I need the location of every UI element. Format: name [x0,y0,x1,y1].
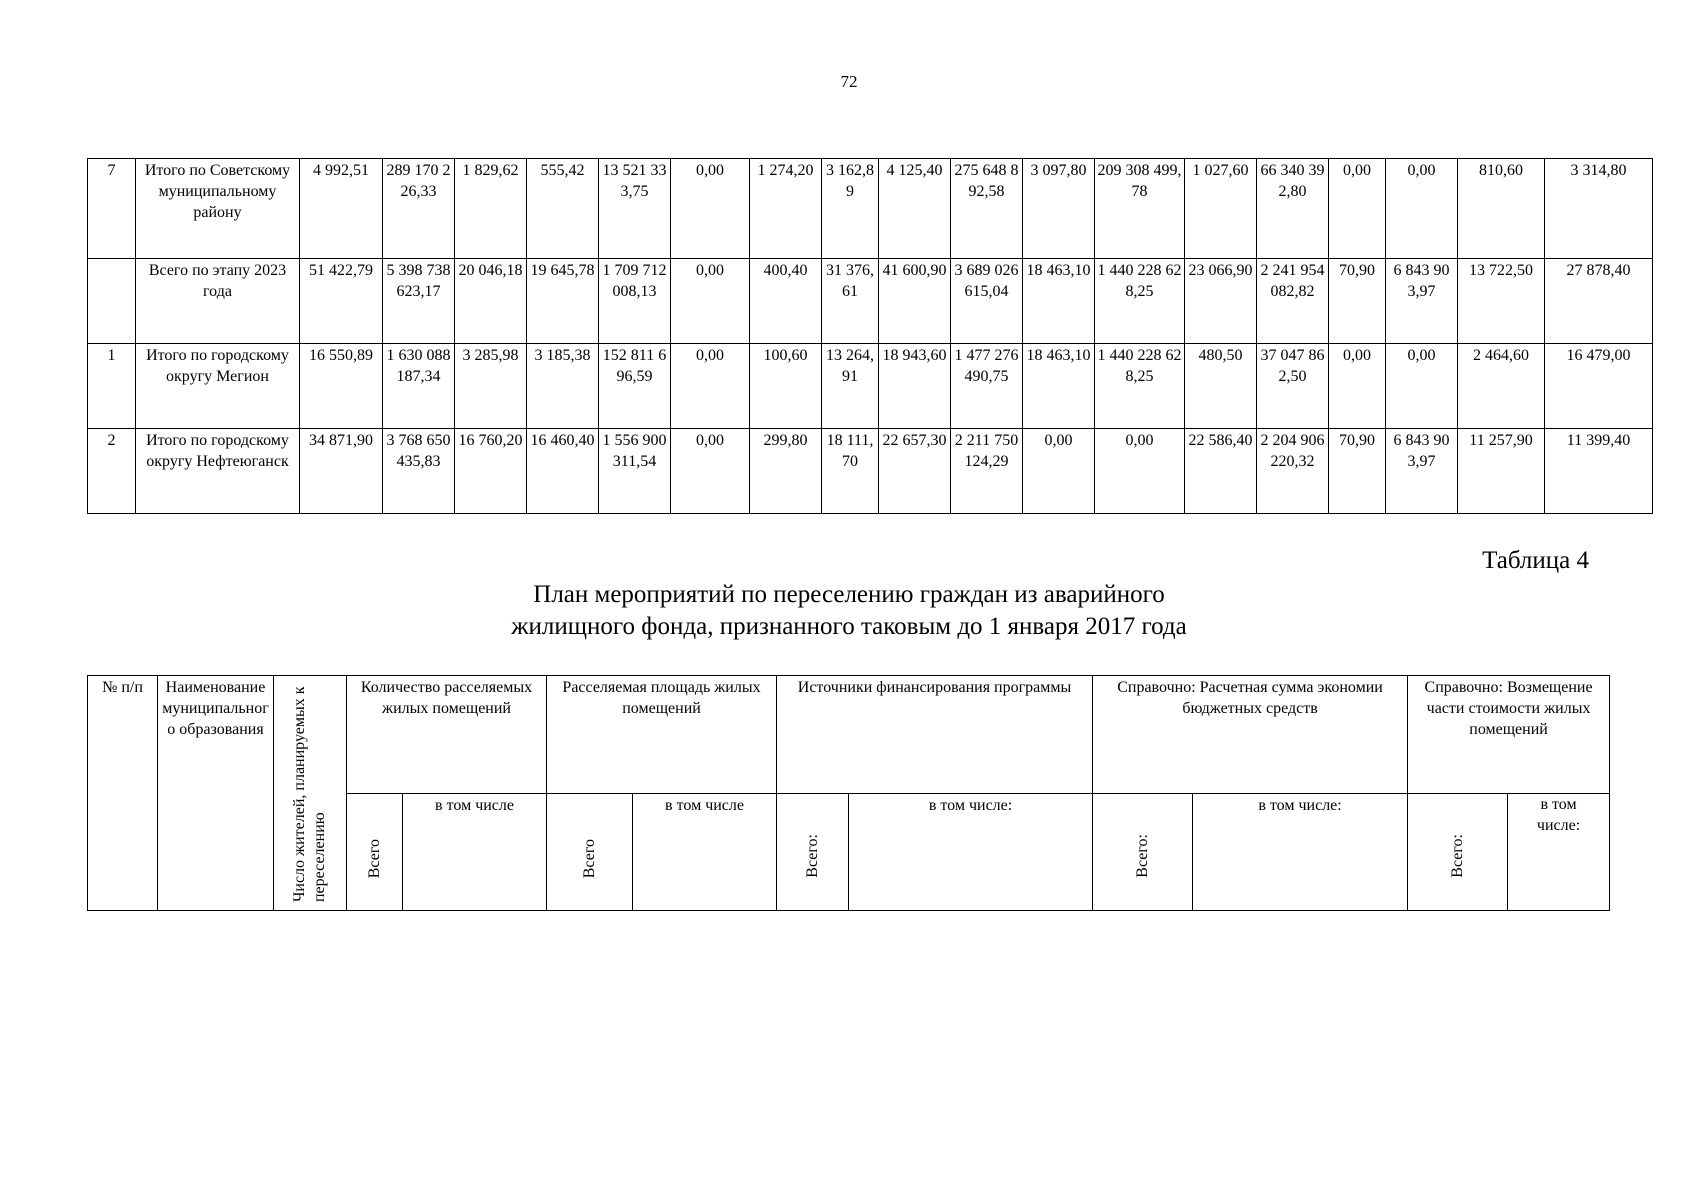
table-cell: 0,00 [1329,159,1386,259]
table-cell: 0,00 [1023,429,1095,514]
table-3-continuation [87,158,1653,514]
table-cell: 5 398 738 623,17 [383,259,455,344]
table-cell: 0,00 [1386,159,1458,259]
row-name-cell: Итого по городскому округу Нефтеюганск [136,429,300,514]
row-name-cell: Итого по городскому округу Мегион [136,344,300,429]
economy-total: Всего: [1134,834,1152,878]
header-number: № п/п [88,676,158,911]
table-cell: 3 285,98 [455,344,527,429]
table-cell: 20 046,18 [455,259,527,344]
table-cell: 1 274,20 [750,159,822,259]
table-cell: 0,00 [1095,429,1185,514]
row-name-cell: Итого по Советскому муниципальному району [136,159,300,259]
table-cell: 1 440 228 628,25 [1095,259,1185,344]
table-cell: 37 047 862,50 [1257,344,1329,429]
header-sources: Источники финансирования программы [777,676,1093,794]
rooms-total: Всего [366,838,383,878]
table-cell: 1 556 900 311,54 [599,429,671,514]
table-title-line-1: План мероприятий по переселению граждан из аварийного [533,581,1165,608]
table-cell: 2 204 906 220,32 [1257,429,1329,514]
table-cell: 34 871,90 [300,429,383,514]
table-cell: 41 600,90 [879,259,951,344]
sources-including: в том числе: [849,793,1093,911]
table-cell: 3 314,80 [1545,159,1653,259]
table-cell: 209 308 499,78 [1095,159,1185,259]
table-cell: 4 125,40 [879,159,951,259]
table-caption: Таблица 4 [1482,547,1589,574]
table-cell: 16 460,40 [527,429,599,514]
table-cell: 6 843 903,97 [1386,259,1458,344]
rooms-total-cell [347,793,403,911]
table-cell: 0,00 [1386,344,1458,429]
table-cell: 0,00 [671,159,750,259]
table-cell: 2 211 750 124,29 [951,429,1023,514]
table-cell: 18 943,60 [879,344,951,429]
table-cell: 11 257,90 [1458,429,1545,514]
table-cell: 22 657,30 [879,429,951,514]
table-row [88,159,1653,259]
sources-total-cell [777,793,849,911]
table-title-line-2: жилищного фонда, признанного таковым до 1 января 2017 года [511,613,1187,640]
table-cell: 18 463,10 [1023,259,1095,344]
compensation-total-cell [1408,793,1508,911]
table-cell: 3 689 026 615,04 [951,259,1023,344]
table-title [0,579,1698,643]
table-cell: 51 422,79 [300,259,383,344]
table-cell [88,259,136,344]
economy-total-cell [1093,793,1193,911]
table-cell: 3 097,80 [1023,159,1095,259]
table-cell: 810,60 [1458,159,1545,259]
table-cell: 1 709 712 008,13 [599,259,671,344]
table-cell: 11 399,40 [1545,429,1653,514]
table-cell: 1 829,62 [455,159,527,259]
page-number: 72 [840,72,858,91]
table-cell: 0,00 [671,344,750,429]
table-cell: 1 027,60 [1185,159,1257,259]
table-cell: 152 811 696,59 [599,344,671,429]
table-cell: 480,50 [1185,344,1257,429]
economy-including: в том числе: [1193,793,1408,911]
table-cell: 0,00 [671,259,750,344]
compensation-including: в том числе: [1508,793,1610,911]
table-cell: 3 162,89 [822,159,879,259]
table-cell: 7 [88,159,136,259]
table-cell: 27 878,40 [1545,259,1653,344]
table-cell: 1 630 088 187,34 [383,344,455,429]
header-municipality-name: Наименование муниципального образования [158,676,274,911]
table-row [88,429,1653,514]
table-cell: 16 760,20 [455,429,527,514]
table-cell: 6 843 903,97 [1386,429,1458,514]
table-cell: 1 [88,344,136,429]
table-cell: 299,80 [750,429,822,514]
table-cell: 4 992,51 [300,159,383,259]
header-residents: Число жителей, планируемых к переселению [291,686,328,902]
table-cell: 2 [88,429,136,514]
area-total-cell [547,793,633,911]
table-cell: 0,00 [1329,344,1386,429]
header-economy: Справочно: Расчетная сумма экономии бюджетных средств [1093,676,1408,794]
table-cell: 18 463,10 [1023,344,1095,429]
header-compensation: Справочно: Возмещение части стоимости жилых помещений [1408,676,1610,794]
table-cell: 3 768 650 435,83 [383,429,455,514]
table-cell: 555,42 [527,159,599,259]
rooms-including: в том числе [403,793,547,911]
table-cell: 289 170 226,33 [383,159,455,259]
table-row [88,259,1653,344]
table-cell: 70,90 [1329,429,1386,514]
table-cell: 16 550,89 [300,344,383,429]
header-area: Расселяемая площадь жилых помещений [547,676,777,794]
table-cell: 400,40 [750,259,822,344]
table-cell: 0,00 [671,429,750,514]
table-cell: 19 645,78 [527,259,599,344]
table-cell: 100,60 [750,344,822,429]
table-cell: 3 185,38 [527,344,599,429]
table-cell: 13 722,50 [1458,259,1545,344]
table-cell: 18 111,70 [822,429,879,514]
compensation-total: Всего: [1449,834,1467,878]
table-cell: 22 586,40 [1185,429,1257,514]
table-4-header [87,675,1610,911]
table-cell: 2 241 954 082,82 [1257,259,1329,344]
row-name-cell: Всего по этапу 2023 года [136,259,300,344]
table-cell: 1 477 276 490,75 [951,344,1023,429]
header-residents-cell [274,676,347,911]
table-cell: 31 376,61 [822,259,879,344]
table-cell: 66 340 392,80 [1257,159,1329,259]
table-cell: 16 479,00 [1545,344,1653,429]
area-total: Всего [581,838,599,878]
table-cell: 275 648 892,58 [951,159,1023,259]
sources-total: Всего: [804,834,822,878]
table-cell: 23 066,90 [1185,259,1257,344]
table-cell: 2 464,60 [1458,344,1545,429]
table-cell: 70,90 [1329,259,1386,344]
table-row [88,344,1653,429]
header-rooms: Количество расселяемых жилых помещений [347,676,547,794]
area-including: в том числе [633,793,777,911]
table-cell: 1 440 228 628,25 [1095,344,1185,429]
table-cell: 13 521 333,75 [599,159,671,259]
table-cell: 13 264,91 [822,344,879,429]
